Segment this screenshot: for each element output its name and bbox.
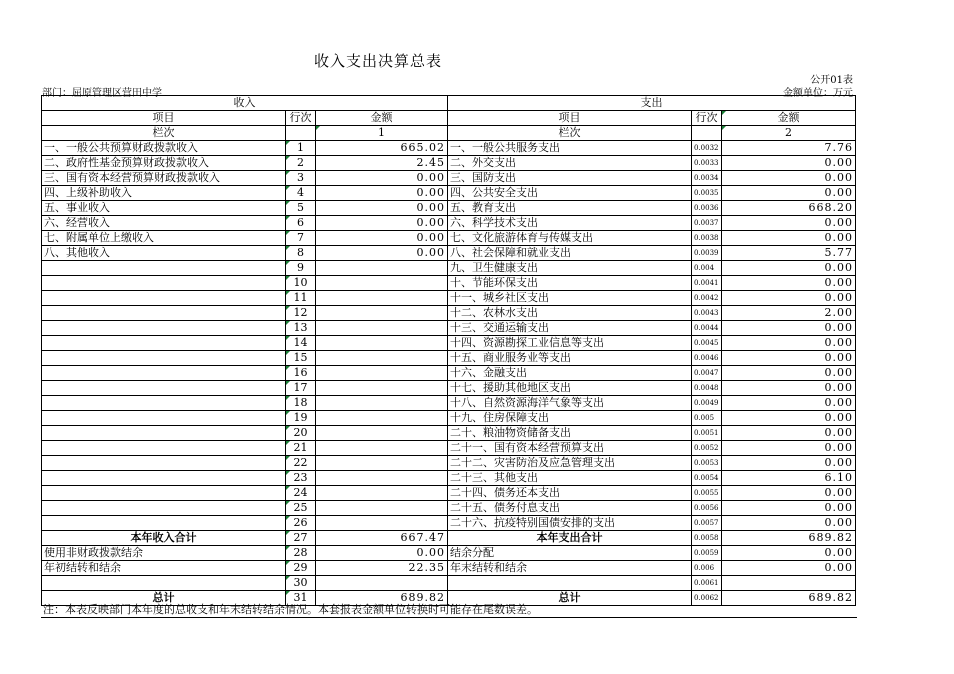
income-item-cell <box>42 306 286 321</box>
table-row <box>42 306 856 321</box>
income-rowno-cell: 12 <box>286 306 316 321</box>
table-row <box>42 261 856 276</box>
expense-item-cell: 十九、住房保障支出 <box>448 411 692 426</box>
income-header: 收入 <box>42 96 448 111</box>
carryover-row <box>42 561 856 576</box>
expense-rowno-cell: 0.0034 <box>692 171 722 186</box>
income-col-blank <box>286 126 316 141</box>
expense-rowno-cell: 0.0044 <box>692 321 722 336</box>
income-amount-cell <box>316 291 448 306</box>
form-code: 公开01表 <box>810 75 853 86</box>
income-amount-cell: 665.02 <box>316 141 448 156</box>
income-rowno-cell: 13 <box>286 321 316 336</box>
expense-item-cell: 七、文化旅游体育与传媒支出 <box>448 231 692 246</box>
income-rowno-cell: 18 <box>286 396 316 411</box>
expense-item-cell: 二、外交支出 <box>448 156 692 171</box>
grand-ex-no: 0.0062 <box>692 591 722 606</box>
income-rowno-cell: 26 <box>286 516 316 531</box>
income-amount-cell <box>316 366 448 381</box>
expense-amount-cell: 0.00 <box>722 426 856 441</box>
income-col-number: 1 <box>316 126 448 141</box>
grand-ex-label: 总计 <box>448 591 692 606</box>
distribution-no: 0.0059 <box>692 546 722 561</box>
expense-amount-cell: 0.00 <box>722 321 856 336</box>
expense-rowno-cell: 0.0046 <box>692 351 722 366</box>
expense-amount-cell: 0.00 <box>722 186 856 201</box>
expense-item-cell: 二十五、债务付息支出 <box>448 501 692 516</box>
year-expense-label: 本年支出合计 <box>448 531 692 546</box>
income-amount-cell <box>316 411 448 426</box>
table-row <box>42 186 856 201</box>
income-item-cell <box>42 411 286 426</box>
expense-rowno-cell: 0.0032 <box>692 141 722 156</box>
expense-amount-cell: 0.00 <box>722 501 856 516</box>
summary-table <box>41 95 856 606</box>
expense-amount-cell: 0.00 <box>722 261 856 276</box>
income-item-cell: 八、其他收入 <box>42 246 286 261</box>
year-total-row <box>42 531 856 546</box>
expense-item-cell: 十、节能环保支出 <box>448 276 692 291</box>
table-row <box>42 216 856 231</box>
blank-in-item <box>42 576 286 591</box>
grand-in-amount: 689.82 <box>316 591 448 606</box>
end-amount: 0.00 <box>722 561 856 576</box>
income-rowno-cell: 10 <box>286 276 316 291</box>
income-item-cell <box>42 321 286 336</box>
expense-amount-cell: 5.77 <box>722 246 856 261</box>
income-rowno-header: 行次 <box>286 111 316 126</box>
expense-amount-cell: 0.00 <box>722 291 856 306</box>
nonfiscal-no: 28 <box>286 546 316 561</box>
year-income-no: 27 <box>286 531 316 546</box>
table-row <box>42 426 856 441</box>
income-item-cell <box>42 471 286 486</box>
income-item-cell <box>42 396 286 411</box>
income-amount-cell <box>316 306 448 321</box>
expense-rowno-cell: 0.0055 <box>692 486 722 501</box>
income-amount-cell <box>316 441 448 456</box>
table-row <box>42 501 856 516</box>
expense-rowno-cell: 0.0036 <box>692 201 722 216</box>
expense-col-number: 2 <box>722 126 856 141</box>
expense-amount-cell: 0.00 <box>722 516 856 531</box>
income-item-cell: 一、一般公共预算财政拨款收入 <box>42 141 286 156</box>
income-amount-cell <box>316 261 448 276</box>
expense-amount-cell: 0.00 <box>722 276 856 291</box>
income-amount-cell <box>316 501 448 516</box>
income-rowno-cell: 15 <box>286 351 316 366</box>
blank-ex-no: 0.0061 <box>692 576 722 591</box>
income-rowno-cell: 9 <box>286 261 316 276</box>
table-row <box>42 471 856 486</box>
income-amount-cell <box>316 381 448 396</box>
income-item-cell <box>42 351 286 366</box>
income-amount-cell: 0.00 <box>316 186 448 201</box>
grand-in-no: 31 <box>286 591 316 606</box>
expense-rowno-cell: 0.005 <box>692 411 722 426</box>
expense-amount-cell: 0.00 <box>722 156 856 171</box>
expense-item-cell: 十五、商业服务业等支出 <box>448 351 692 366</box>
expense-rowno-cell: 0.0035 <box>692 186 722 201</box>
income-item-cell <box>42 441 286 456</box>
department-label: 部门：屈原管理区营田中学 <box>42 88 162 99</box>
expense-rowno-cell: 0.0042 <box>692 291 722 306</box>
grand-in-label: 总计 <box>42 591 286 606</box>
expense-rowno-cell: 0.0048 <box>692 381 722 396</box>
expense-item-cell: 二十、粮油物资储备支出 <box>448 426 692 441</box>
blank-row <box>42 576 856 591</box>
expense-header: 支出 <box>448 96 856 111</box>
income-item-cell <box>42 261 286 276</box>
expense-rowno-cell: 0.0054 <box>692 471 722 486</box>
income-item-cell: 四、上级补助收入 <box>42 186 286 201</box>
income-item-cell: 六、经营收入 <box>42 216 286 231</box>
table-row <box>42 201 856 216</box>
expense-item-cell: 十六、金融支出 <box>448 366 692 381</box>
income-amount-cell <box>316 456 448 471</box>
income-amount-cell <box>316 351 448 366</box>
expense-item-cell: 二十四、债务还本支出 <box>448 486 692 501</box>
expense-rowno-cell: 0.0038 <box>692 231 722 246</box>
begin-amount: 22.35 <box>316 561 448 576</box>
expense-amount-cell: 2.00 <box>722 306 856 321</box>
expense-rowno-cell: 0.0043 <box>692 306 722 321</box>
grand-ex-amount: 689.82 <box>722 591 856 606</box>
year-income-amount: 667.47 <box>316 531 448 546</box>
year-expense-no: 0.0058 <box>692 531 722 546</box>
expense-rowno-cell: 0.0047 <box>692 366 722 381</box>
income-rowno-cell: 8 <box>286 246 316 261</box>
income-rowno-cell: 4 <box>286 186 316 201</box>
table-row <box>42 141 856 156</box>
income-amount-cell: 2.45 <box>316 156 448 171</box>
income-item-cell <box>42 336 286 351</box>
expense-amount-cell: 7.76 <box>722 141 856 156</box>
expense-rowno-cell: 0.0052 <box>692 441 722 456</box>
distribution-amount: 0.00 <box>722 546 856 561</box>
expense-item-cell: 八、社会保障和就业支出 <box>448 246 692 261</box>
page-title: 收入支出决算总表 <box>314 52 443 70</box>
footnote: 注：本表反映部门本年度的总收支和年末结转结余情况。本套报表金额单位转换时可能存在尾数误差。 <box>41 603 857 618</box>
table-row <box>42 381 856 396</box>
income-rowno-cell: 5 <box>286 201 316 216</box>
income-rowno-cell: 6 <box>286 216 316 231</box>
expense-item-cell: 二十二、灾害防治及应急管理支出 <box>448 456 692 471</box>
begin-no: 29 <box>286 561 316 576</box>
table-row <box>42 396 856 411</box>
expense-item-cell: 五、教育支出 <box>448 201 692 216</box>
income-amount-cell <box>316 276 448 291</box>
expense-item-cell: 四、公共安全支出 <box>448 186 692 201</box>
income-amount-cell <box>316 396 448 411</box>
expense-amount-cell: 0.00 <box>722 381 856 396</box>
header-row-columns <box>42 111 856 126</box>
table-row <box>42 291 856 306</box>
table-row <box>42 336 856 351</box>
expense-item-header: 项目 <box>448 111 692 126</box>
table-row <box>42 156 856 171</box>
expense-item-cell: 十四、资源勘探工业信息等支出 <box>448 336 692 351</box>
income-item-cell <box>42 516 286 531</box>
expense-amount-cell: 0.00 <box>722 396 856 411</box>
income-amount-cell <box>316 426 448 441</box>
table-row <box>42 516 856 531</box>
income-rowno-cell: 24 <box>286 486 316 501</box>
income-item-header: 项目 <box>42 111 286 126</box>
expense-item-cell: 二十三、其他支出 <box>448 471 692 486</box>
header-row-sections <box>42 96 856 111</box>
income-item-cell <box>42 381 286 396</box>
expense-rowno-cell: 0.0057 <box>692 516 722 531</box>
income-item-cell <box>42 501 286 516</box>
income-item-cell <box>42 486 286 501</box>
expense-item-cell: 一、一般公共服务支出 <box>448 141 692 156</box>
income-rowno-cell: 20 <box>286 426 316 441</box>
expense-item-cell: 三、国防支出 <box>448 171 692 186</box>
income-amount-cell <box>316 321 448 336</box>
income-amount-cell <box>316 471 448 486</box>
income-rowno-cell: 7 <box>286 231 316 246</box>
income-amount-header: 金额 <box>316 111 448 126</box>
expense-item-cell: 二十一、国有资本经营预算支出 <box>448 441 692 456</box>
table-row <box>42 246 856 261</box>
expense-rowno-cell: 0.0039 <box>692 246 722 261</box>
table-row <box>42 366 856 381</box>
income-amount-cell: 0.00 <box>316 171 448 186</box>
income-col-label: 栏次 <box>42 126 286 141</box>
income-item-cell <box>42 276 286 291</box>
expense-amount-cell: 0.00 <box>722 216 856 231</box>
expense-item-cell: 六、科学技术支出 <box>448 216 692 231</box>
expense-item-cell: 十八、自然资源海洋气象等支出 <box>448 396 692 411</box>
income-item-cell <box>42 426 286 441</box>
expense-rowno-cell: 0.004 <box>692 261 722 276</box>
income-amount-cell <box>316 336 448 351</box>
income-rowno-cell: 22 <box>286 456 316 471</box>
expense-amount-cell: 0.00 <box>722 171 856 186</box>
expense-col-label: 栏次 <box>448 126 692 141</box>
year-expense-amount: 689.82 <box>722 531 856 546</box>
income-item-cell <box>42 366 286 381</box>
income-amount-cell: 0.00 <box>316 231 448 246</box>
income-rowno-cell: 1 <box>286 141 316 156</box>
table-row <box>42 351 856 366</box>
header-row-labels <box>42 126 856 141</box>
expense-amount-cell: 0.00 <box>722 411 856 426</box>
expense-amount-cell: 0.00 <box>722 486 856 501</box>
income-rowno-cell: 19 <box>286 411 316 426</box>
income-rowno-cell: 3 <box>286 171 316 186</box>
table-row <box>42 441 856 456</box>
table-row <box>42 456 856 471</box>
blank-in-amount <box>316 576 448 591</box>
expense-rowno-cell: 0.0053 <box>692 456 722 471</box>
expense-rowno-cell: 0.0051 <box>692 426 722 441</box>
nonfiscal-row <box>42 546 856 561</box>
income-rowno-cell: 21 <box>286 441 316 456</box>
income-rowno-cell: 2 <box>286 156 316 171</box>
nonfiscal-label: 使用非财政拨款结余 <box>42 546 286 561</box>
expense-amount-cell: 0.00 <box>722 351 856 366</box>
expense-col-blank <box>692 126 722 141</box>
distribution-label: 结余分配 <box>448 546 692 561</box>
table-row <box>42 171 856 186</box>
table-row <box>42 486 856 501</box>
expense-rowno-cell: 0.0041 <box>692 276 722 291</box>
income-rowno-cell: 11 <box>286 291 316 306</box>
expense-amount-cell: 0.00 <box>722 231 856 246</box>
income-item-cell: 三、国有资本经营预算财政拨款收入 <box>42 171 286 186</box>
expense-amount-cell: 668.20 <box>722 201 856 216</box>
blank-in-no: 30 <box>286 576 316 591</box>
expense-item-cell: 十三、交通运输支出 <box>448 321 692 336</box>
expense-amount-cell: 0.00 <box>722 336 856 351</box>
income-item-cell <box>42 291 286 306</box>
income-amount-cell: 0.00 <box>316 201 448 216</box>
income-rowno-cell: 25 <box>286 501 316 516</box>
income-rowno-cell: 14 <box>286 336 316 351</box>
expense-rowno-cell: 0.0056 <box>692 501 722 516</box>
expense-amount-cell: 0.00 <box>722 441 856 456</box>
income-amount-cell: 0.00 <box>316 246 448 261</box>
table-row <box>42 231 856 246</box>
income-amount-cell: 0.00 <box>316 216 448 231</box>
expense-rowno-cell: 0.0049 <box>692 396 722 411</box>
blank-ex-item <box>448 576 692 591</box>
expense-item-cell: 十七、援助其他地区支出 <box>448 381 692 396</box>
income-rowno-cell: 23 <box>286 471 316 486</box>
income-item-cell <box>42 456 286 471</box>
expense-item-cell: 十二、农林水支出 <box>448 306 692 321</box>
expense-amount-cell: 0.00 <box>722 366 856 381</box>
expense-rowno-header: 行次 <box>692 111 722 126</box>
income-amount-cell <box>316 516 448 531</box>
income-item-cell: 五、事业收入 <box>42 201 286 216</box>
expense-rowno-cell: 0.0037 <box>692 216 722 231</box>
expense-rowno-cell: 0.0033 <box>692 156 722 171</box>
expense-item-cell: 二十六、抗疫特别国债安排的支出 <box>448 516 692 531</box>
expense-item-cell: 十一、城乡社区支出 <box>448 291 692 306</box>
table-row <box>42 276 856 291</box>
income-item-cell: 二、政府性基金预算财政拨款收入 <box>42 156 286 171</box>
expense-amount-cell: 0.00 <box>722 456 856 471</box>
expense-amount-cell: 6.10 <box>722 471 856 486</box>
expense-item-cell: 九、卫生健康支出 <box>448 261 692 276</box>
expense-amount-header: 金额 <box>722 111 856 126</box>
table-row <box>42 411 856 426</box>
income-amount-cell <box>316 486 448 501</box>
table-row <box>42 321 856 336</box>
end-no: 0.006 <box>692 561 722 576</box>
blank-ex-amount <box>722 576 856 591</box>
begin-label: 年初结转和结余 <box>42 561 286 576</box>
unit-label: 金额单位：万元 <box>783 88 853 99</box>
income-rowno-cell: 16 <box>286 366 316 381</box>
year-income-label: 本年收入合计 <box>42 531 286 546</box>
nonfiscal-amount: 0.00 <box>316 546 448 561</box>
end-label: 年末结转和结余 <box>448 561 692 576</box>
expense-rowno-cell: 0.0045 <box>692 336 722 351</box>
income-rowno-cell: 17 <box>286 381 316 396</box>
income-item-cell: 七、附属单位上缴收入 <box>42 231 286 246</box>
